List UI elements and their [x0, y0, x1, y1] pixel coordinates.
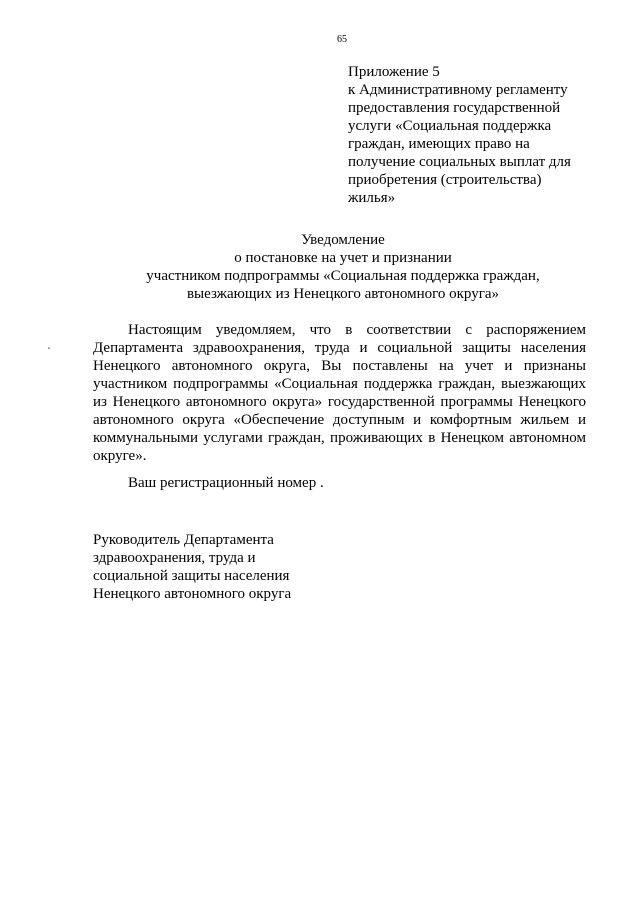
title-line: участником подпрограммы «Социальная поддержка граждан,: [146, 268, 540, 284]
appendix-line: к Административному регламенту: [348, 82, 568, 98]
signature-line: Руководитель Департамента: [93, 532, 274, 548]
signature-line: социальной защиты населения: [93, 568, 290, 584]
appendix-line: Приложение 5: [348, 64, 440, 80]
body-line: из Ненецкого автономного округа» государственной программы Ненецкого: [93, 394, 586, 410]
body-line: Департамента здравоохранения, труда и социальной защиты населения: [93, 340, 586, 356]
appendix-line: услуги «Социальная поддержка: [348, 118, 552, 134]
body-line: округе».: [93, 448, 147, 464]
body-line: Настоящим уведомляем, что в соответствии с распоряжением: [128, 322, 586, 338]
appendix-line: получение социальных выплат для: [348, 154, 571, 170]
body-line: коммунальными услугами граждан, проживающих в Ненецком автономном: [93, 430, 586, 446]
page-number: 65: [337, 34, 347, 45]
title-line: о постановке на учет и признании: [234, 250, 452, 266]
signature-line: здравоохранения, труда и: [93, 550, 256, 566]
title-line: выезжающих из Ненецкого автономного округа»: [186, 286, 500, 302]
registration-number-line: Ваш регистрационный номер .: [128, 475, 324, 491]
title-line: Уведомление: [301, 232, 385, 248]
appendix-line: граждан, имеющих право на: [348, 136, 530, 152]
appendix-line: приобретения (строительства): [348, 172, 542, 188]
body-line: участником подпрограммы «Социальная поддержка граждан, выезжающих: [93, 376, 586, 392]
body-line: Ненецкого автономного округа, Вы поставлены на учет и признаны: [93, 358, 586, 374]
signature-line: Ненецкого автономного округа: [93, 586, 292, 602]
margin-mark: .: [47, 337, 51, 353]
appendix-line: жилья»: [348, 190, 396, 206]
body-line: автономного округа «Обеспечение доступным и комфортным жильем и: [93, 412, 586, 428]
appendix-line: предоставления государственной: [348, 100, 561, 116]
